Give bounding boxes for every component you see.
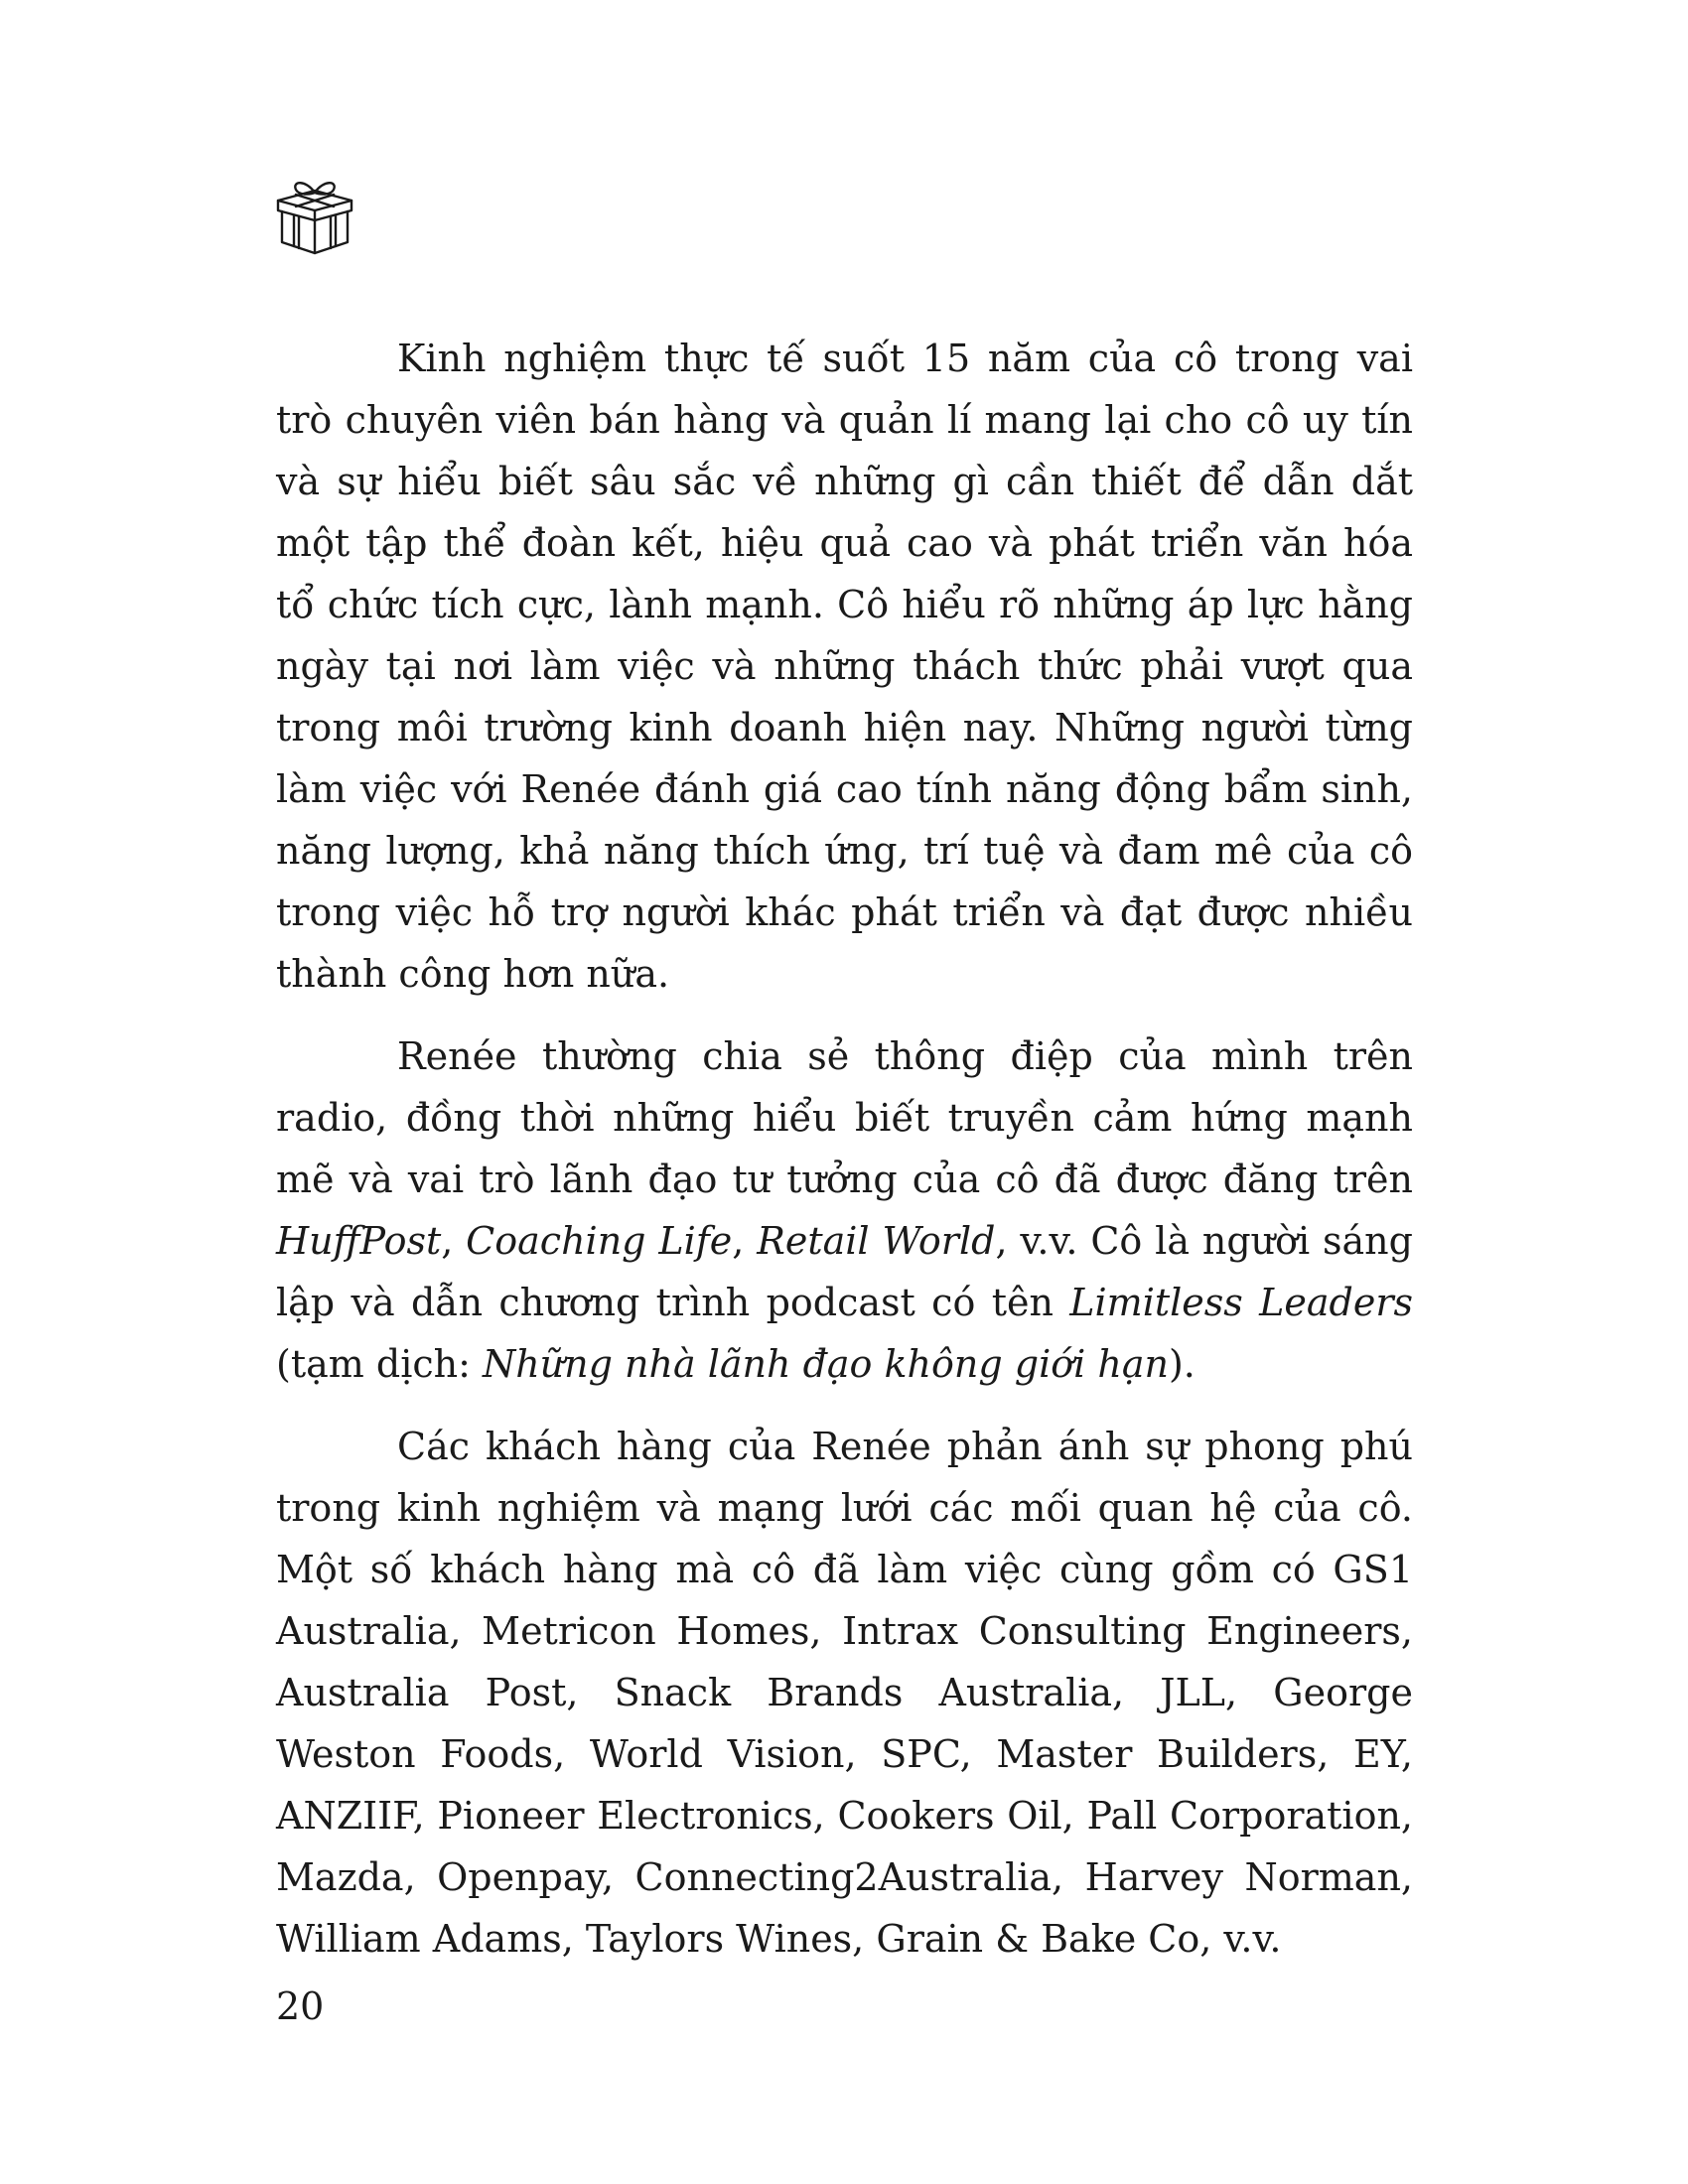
italic-huffpost: HuffPost [276, 1219, 442, 1263]
text-span: , [441, 1219, 467, 1263]
text-span: , [732, 1219, 758, 1263]
text-span: Renée thường chia sẻ thông điệp của mình trên radio, đồng thời những hiểu biết truyền cảm hứng mạnh mẽ và vai trò lãnh đạo tư tưởng của cô đã được đăng trên [276, 1034, 1413, 1201]
italic-translation: Những nhà lãnh đạo không giới hạn [482, 1342, 1169, 1386]
text-span: , v.v. Cô là người sáng lập và dẫn chương trình podcast có tên [276, 1219, 1413, 1324]
text-span: (tạm dịch: [276, 1342, 483, 1386]
paragraph-media [276, 1025, 1413, 1395]
page-number: 20 [276, 1984, 325, 2028]
paragraph-experience: Kinh nghiệm thực tế suốt 15 năm của cô trong vai trò chuyên viên bán hàng và quản lí mang lại cho cô uy tín và sự hiểu biết sâu sắc về những gì cần thiết để dẫn dắt một tập thể đoàn kết, hiệu quả cao và phát triển văn hóa tổ chức tích cực, lành mạnh. Cô hiểu rõ những áp lực hằng ngày tại nơi làm việc và những thách thức phải vượt qua trong môi trường kinh doanh hiện nay. Những người từng làm việc với Renée đánh giá cao tính năng động bẩm sinh, năng lượng, khả năng thích ứng, trí tuệ và đam mê của cô trong việc hỗ trợ người khác phát triển và đạt được nhiều thành công hơn nữa. [276, 337, 1413, 996]
paragraph-clients: Các khách hàng của Renée phản ánh sự phong phú trong kinh nghiệm và mạng lưới các mối quan hệ của cô. Một số khách hàng mà cô đã làm việc cùng gồm có GS1 Australia, Metricon Homes, Intrax Consulting Engineers, Australia Post, Snack Brands Australia, JLL, George Weston Foods, World Vision, SPC, Master Builders, EY, ANZIIF, Pioneer Electronics, Cookers Oil, Pall Corporation, Mazda, Openpay, Connecting2Australia, Harvey Norman, William Adams, Taylors Wines, Grain & Bake Co, v.v. [276, 1425, 1413, 1961]
body-text [276, 328, 1413, 1970]
gift-icon [270, 171, 359, 260]
text-span: ). [1168, 1342, 1196, 1386]
italic-retail-world: Retail World [757, 1219, 996, 1263]
italic-coaching-life: Coaching Life [466, 1219, 733, 1263]
italic-limitless-leaders: Limitless Leaders [1069, 1281, 1414, 1324]
